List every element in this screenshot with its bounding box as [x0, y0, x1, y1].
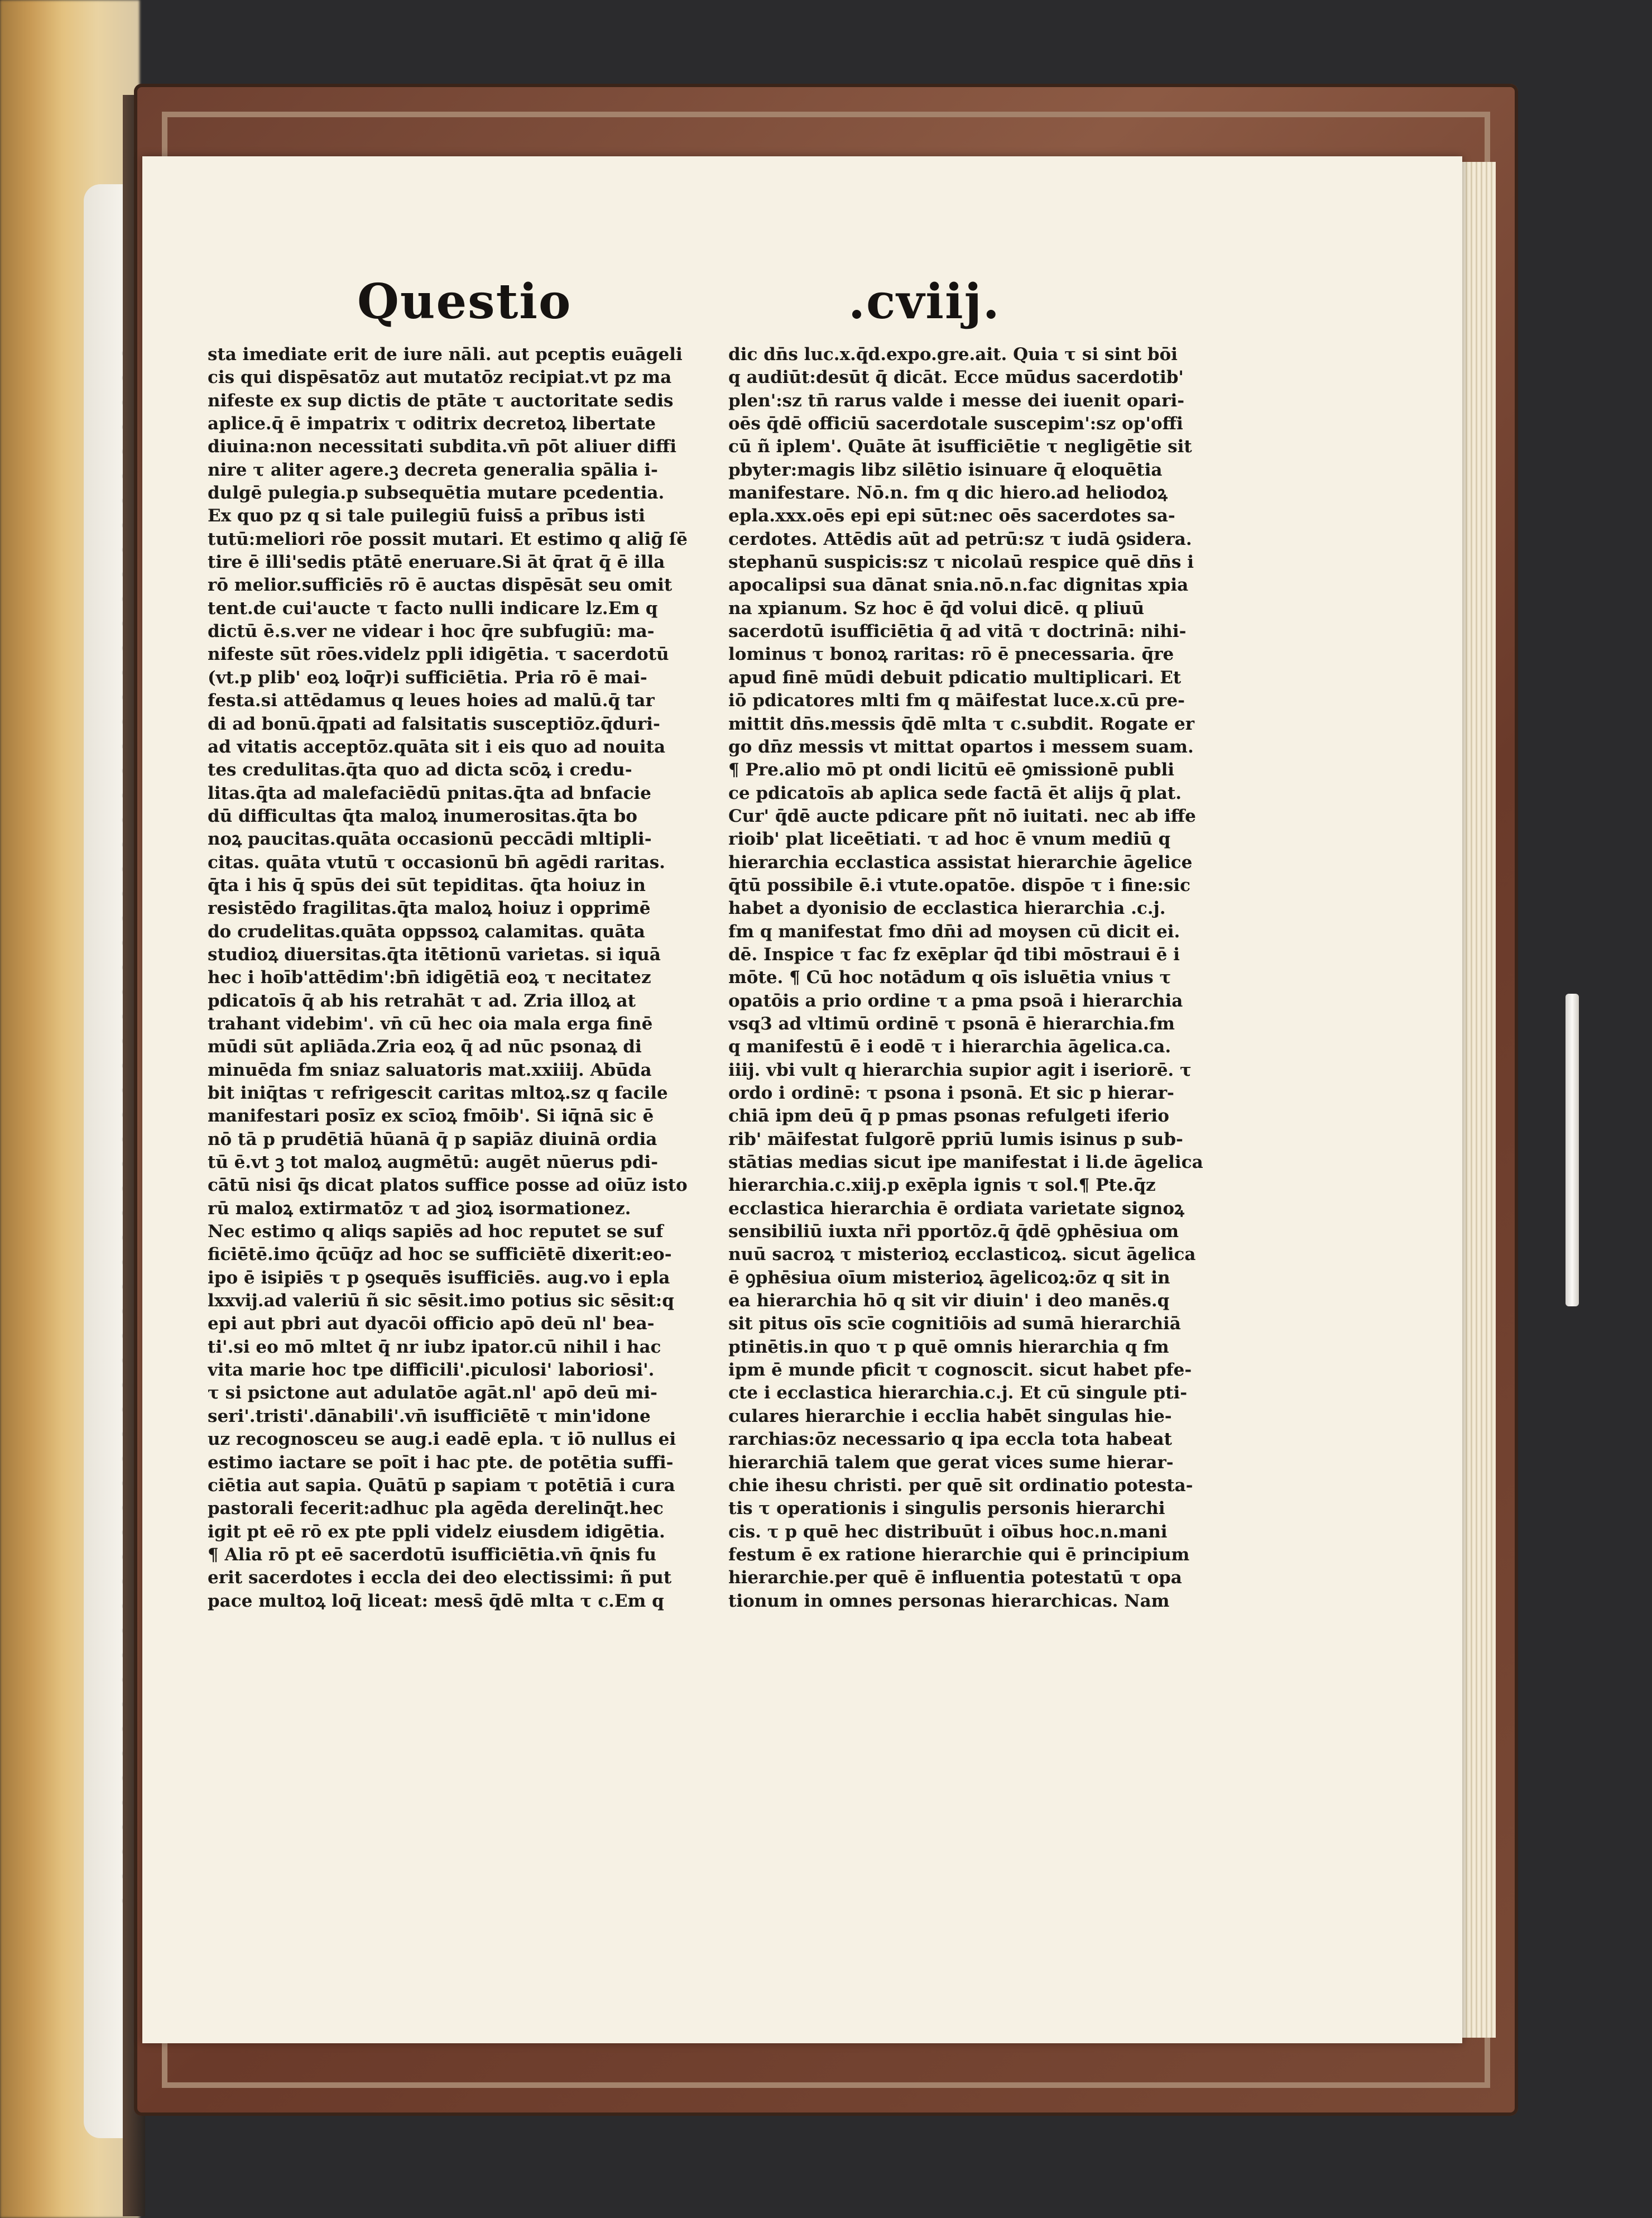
text-line: q manifestū ē i eodē τ i hierarchia āgelica.ca.: [728, 1037, 1171, 1057]
text-line: lominus τ bonoꝝ raritas: rō ē pnecessaria. q̄re: [728, 644, 1174, 665]
text-line: pdicatoīs q̄ ab his retrahāt τ ad. Zria illoꝝ at: [208, 990, 636, 1011]
text-line: festum ē ex ratione hierarchie qui ē principium: [728, 1544, 1190, 1565]
text-line: mūdi sūt apliāda.Zria eoꝝ q̄ ad nūc psonaꝝ di: [208, 1037, 642, 1057]
text-line: rioib' plat liceētiati. τ ad hoc ē vnum mediū q: [728, 829, 1171, 850]
text-line: na xpianum. Sz hoc ē q̄d volui dicē. q pliuū: [728, 598, 1145, 619]
text-line: hierarchia ecclastica assistat hierarchie āgelice: [728, 852, 1193, 873]
text-line: sensibiliū iuxta nr̄i pportōz.q̄ q̄dē ꝯphēsiua om: [728, 1221, 1179, 1242]
text-line: trahant videbim'. vn̄ cū hec oia mala erga finē: [208, 1013, 653, 1034]
text-line: tes credulitas.q̄ta quo ad dicta scōꝝ i credu-: [208, 760, 632, 780]
text-line: citas. quāta vtutū τ occasionū bn̄ agēdi raritas.: [208, 852, 665, 873]
text-line: noꝝ paucitas.quāta occasionū peccādi mltipli-: [208, 829, 652, 850]
text-line: hierarchia.c.xiij.p exēpla ignis τ sol.¶ Pte.q̄z: [728, 1175, 1156, 1196]
text-line: nifeste ex sup dictis de ptāte τ auctoritate sedis: [208, 390, 674, 411]
text-line: iō pdicatores mlti fm q māifestat luce.x.cū pre-: [728, 691, 1185, 711]
text-line: oēs q̄dē officiū sacerdotale suscepim':sz op'offi: [728, 414, 1183, 434]
text-line: plen':sz tn̄ rarus valde i messe dei iuenit opari-: [728, 390, 1185, 411]
text-line: q̄tū possibile ē.i vtute.opatōe. dispōe τ i fine:sic: [728, 875, 1190, 895]
text-line: nuū sacroꝝ τ misterioꝝ ecclasticoꝝ. sicut āgelica: [728, 1244, 1196, 1265]
text-line: dulgē pulegia.p subsequētia mutare pcedentia.: [208, 483, 665, 504]
text-line: Cur' q̄dē aucte pdicare pñt nō iuitati. nec ab iffe: [728, 806, 1196, 826]
text-line: mōte. ¶ Cū hoc notādum q oīs isluētia vnius τ: [728, 967, 1171, 988]
text-line: opatōis a prio ordine τ a pma psoā i hierarchia: [728, 990, 1183, 1011]
text-line: stātias medias sicut ipe manifestat i li.de āgelica: [728, 1152, 1203, 1173]
text-line: resistēdo fragilitas.q̄ta maloꝝ hoiuz i opprimē: [208, 898, 651, 919]
text-line: ea hierarchia hō q sit vir diuin' i deo manēs.q: [728, 1291, 1170, 1311]
text-line: hec i hoīb'attēdim':bn̄ idigētiā eoꝝ τ necitatez: [208, 967, 651, 988]
text-line: aplice.q̄ ē impatrix τ oditrix decretoꝝ libertate: [208, 414, 656, 434]
running-head-number: .cviij.: [848, 274, 1001, 330]
text-line: iiij. vbi vult q hierarchia supior agit i iseriorē. τ: [728, 1060, 1192, 1080]
text-line: dū difficultas q̄ta maloꝝ inumerositas.q̄ta bo: [208, 806, 637, 826]
text-line: tis τ operationis i singulis personis hierarchi: [728, 1498, 1165, 1519]
text-line: dic dn̄s luc.x.q̄d.expo.gre.ait. Quia τ si sint bōi: [728, 344, 1178, 365]
text-line: igit pt eē rō ex pte ppli videlz eiusdem idigētia.: [208, 1521, 665, 1542]
text-line: fm q manifestat fmo dn̄i ad moysen cū dicit ei.: [728, 921, 1180, 942]
text-line: manifestari posīz ex scīoꝝ fmōib'. Si iq̄nā sic ē: [208, 1106, 654, 1127]
text-line: ficiētē.imo q̄cūq̄z ad hoc se sufficiētē dixerit:eo-: [208, 1244, 672, 1265]
text-line: cātū nisi q̄s dicat platos suffice posse ad oiūz isto: [208, 1175, 688, 1196]
text-line: minuēda fm sniaz saluatoris mat.xxiiij. Abūda: [208, 1060, 652, 1080]
text-line: tū ē.vt ꝫ tot maloꝝ augmētū: augēt nūerus pdi-: [208, 1152, 659, 1173]
text-line: ¶ Alia rō pt eē sacerdotū isufficiētia.vn̄ q̄nis fu: [208, 1544, 657, 1565]
text-line: festa.si attēdamus q leues hoies ad malū.q̄ tar: [208, 691, 655, 711]
text-line: cis qui dispēsatōz aut mutatōz recipiat.vt pz ma: [208, 367, 672, 388]
text-line: dictū ē.s.ver ne videar i hoc q̄re subfugiū: ma-: [208, 621, 655, 642]
text-line: rō melior.sufficiēs rō ē auctas dispēsāt seu omit: [208, 575, 673, 596]
text-line: pastorali fecerit:adhuc pla agēda derelinq̄t.hec: [208, 1498, 664, 1519]
text-line: nō tā p prudētiā hūanā q̄ p sapiāz diuinā ordia: [208, 1129, 657, 1149]
text-line: ecclastica hierarchia ē ordiata varietate signoꝝ: [728, 1198, 1184, 1219]
text-line: cū ñ iplem'. Quāte āt isufficiētie τ negligētie sit: [728, 437, 1192, 457]
running-head-word: Questio: [357, 274, 572, 330]
text-line: nire τ aliter agere.ꝫ decreta generalia spālia i-: [208, 459, 658, 480]
text-line: manifestare. Nō.n. fm q dic hiero.ad heliodoꝝ: [728, 483, 1168, 504]
text-line: rib' māifestat fulgorē ppriū lumis isinus p sub-: [728, 1129, 1183, 1149]
text-line: studioꝝ diuersitas.q̄ta itētionū varietas. si iquā: [208, 944, 661, 965]
text-line: erit sacerdotes i eccla dei deo electissimi: ñ put: [208, 1568, 672, 1588]
text-line: estimo iactare se poīt i hac pte. de potētia suffi-: [208, 1452, 674, 1473]
text-line: go dn̄z messis vt mittat opartos i messem suam.: [728, 736, 1194, 757]
text-line: tionum in omnes personas hierarchicas. Nam: [728, 1591, 1170, 1611]
text-line: vsq3 ad vltimū ordinē τ psonā ē hierarchia.fm: [728, 1013, 1175, 1034]
right-text-column: [728, 343, 1239, 1613]
text-line: (vt.p plib' eoꝝ loq̄r)i sufficiētia. Pria rō ē mai-: [208, 667, 647, 688]
text-line: Ex quo pz q si tale puilegiū fuiss̄ a prībus isti: [208, 506, 645, 526]
text-line: ad vitatis acceptōz.quāta sit i eis quo ad nouita: [208, 736, 666, 757]
left-text-column: [208, 343, 713, 1613]
text-line: τ si psictone aut adulatōe agāt.nl' apō deū mi-: [208, 1383, 657, 1403]
text-line: ordo i ordinē: τ psona i psonā. Et sic p hierar-: [728, 1083, 1174, 1103]
text-line: hierarchie.per quē ē influentia potestatū τ opa: [728, 1568, 1182, 1588]
text-line: hierarchiā talem que gerat vices sume hierar-: [728, 1452, 1174, 1473]
text-line: seri'.tristi'.dānabili'.vn̄ isufficiētē τ min'idone: [208, 1406, 651, 1426]
text-line: apud finē mūdi debuit pdicatio multiplicari. Et: [728, 667, 1182, 688]
text-line: Nec estimo q aliqs sapiēs ad hoc reputet se suf: [208, 1221, 664, 1242]
text-line: di ad bonū.q̄pati ad falsitatis susceptiōz.q̄duri-: [208, 713, 660, 734]
text-line: vita marie hoc tpe difficili'.piculosi' laboriosi'.: [208, 1360, 655, 1381]
text-line: ce pdicatoīs ab aplica sede factā ēt alijs q̄ plat.: [728, 783, 1182, 803]
text-line: tire ē illi'sedis ptātē eneruare.Si āt q̄rat q̄ ē illa: [208, 552, 665, 573]
text-line: ciētia aut sapia. Quātū p sapiam τ potētiā i cura: [208, 1475, 675, 1496]
text-line: ti'.si eo mō mltet q̄ nr iubz ipator.cū nihil i hac: [208, 1336, 661, 1357]
paper-bookmark: [1565, 994, 1579, 1306]
running-head: [357, 274, 1027, 341]
text-line: rū maloꝝ extirmatōz τ ad ꝫioꝝ isormationez.: [208, 1198, 631, 1219]
text-line: ipm ē munde pficit τ cognoscit. sicut habet pfe-: [728, 1360, 1192, 1381]
text-line: q̄ta i his q̄ spūs dei sūt tepiditas. q̄ta hoiuz in: [208, 875, 646, 895]
text-line: ē ꝯphēsiua oīum misterioꝝ āgelicoꝝ:ōz q sit in: [728, 1267, 1170, 1288]
text-line: ipo ē isipiēs τ p ꝯsequēs isufficiēs. aug.vo i epla: [208, 1267, 670, 1288]
text-line: lxxvij.ad valeriū ñ sic sēsit.imo potius sic sēsit:q: [208, 1291, 674, 1311]
text-line: pbyter:magis libz silētio isinuare q̄ eloquētia: [728, 459, 1163, 480]
text-line: uz recognosceu se aug.i eadē epla. τ iō nullus ei: [208, 1429, 676, 1450]
text-line: dē. Inspice τ fac fz exēplar q̄d tibi mōstraui ē i: [728, 944, 1180, 965]
text-line: sit pitus oīs scīe cognitiōis ad sumā hierarchiā: [728, 1314, 1181, 1334]
text-line: ptinētis.in quo τ p quē omnis hierarchia q fm: [728, 1336, 1169, 1357]
text-line: ¶ Pre.alio mō pt ondi licitū eē ꝯmissionē publi: [728, 760, 1175, 780]
text-line: culares hierarchie i ecclia habēt singulas hie-: [728, 1406, 1172, 1426]
text-line: stephanū suspicis:sz τ nicolaū respice quē dn̄s i: [728, 552, 1194, 573]
text-line: nifeste sūt rōes.videlz ppli idigētia. τ sacerdotū: [208, 644, 669, 665]
text-line: chie ihesu christi. per quē sit ordinatio potesta-: [728, 1475, 1193, 1496]
text-line: cis. τ p quē hec distribuūt i oībus hoc.n.mani: [728, 1521, 1168, 1542]
text-line: rarchias:ōz necessario q ipa eccla tota habeat: [728, 1429, 1172, 1450]
text-line: mittit dn̄s.messis q̄dē mlta τ c.subdit. Rogate er: [728, 713, 1195, 734]
text-line: cerdotes. Attēdis aūt ad petrū:sz τ iudā ꝯsidera.: [728, 529, 1192, 549]
text-line: epi aut pbri aut dyacōi officio apō deū nl' bea-: [208, 1314, 655, 1334]
text-line: habet a dyonisio de ecclastica hierarchia .c.j.: [728, 898, 1166, 919]
text-line: chiā ipm deū q̄ p pmas psonas refulgeti iferio: [728, 1106, 1169, 1127]
text-line: tent.de cui'aucte τ facto nulli indicare lz.Em q: [208, 598, 658, 619]
text-line: sta imediate erit de iure nāli. aut pceptis euāgeli: [208, 344, 683, 365]
text-line: litas.q̄ta ad malefaciēdū pnitas.q̄ta ad bnfacie: [208, 783, 651, 803]
text-line: bit iniq̄tas τ refrigescit caritas mltoꝝ.sz q facile: [208, 1083, 668, 1103]
right-page-edges: [1462, 162, 1496, 2038]
text-line: q audiūt:desūt q̄ dicāt. Ecce mūdus sacerdotib': [728, 367, 1184, 388]
text-line: pace multoꝝ loq̄ liceat: mess̄ q̄dē mlta τ c.Em q: [208, 1591, 664, 1611]
text-line: sacerdotū isufficiētia q̄ ad vitā τ doctrinā: nihi-: [728, 621, 1187, 642]
text-line: do crudelitas.quāta oppssoꝝ calamitas. quāta: [208, 921, 645, 942]
text-line: epla.xxx.oēs epi epi sūt:nec oēs sacerdotes sa-: [728, 506, 1175, 526]
text-line: cte i ecclastica hierarchia.c.j. Et cū singule pti-: [728, 1383, 1188, 1403]
text-line: diuina:non necessitati subdita.vn̄ pōt aliuer diffi: [208, 437, 677, 457]
text-line: apocalipsi sua dānat snia.nō.n.fac dignitas xpia: [728, 575, 1189, 596]
text-line: tutū:meliori rōe possit mutari. Et estimo q aliḡ ſē: [208, 529, 688, 549]
